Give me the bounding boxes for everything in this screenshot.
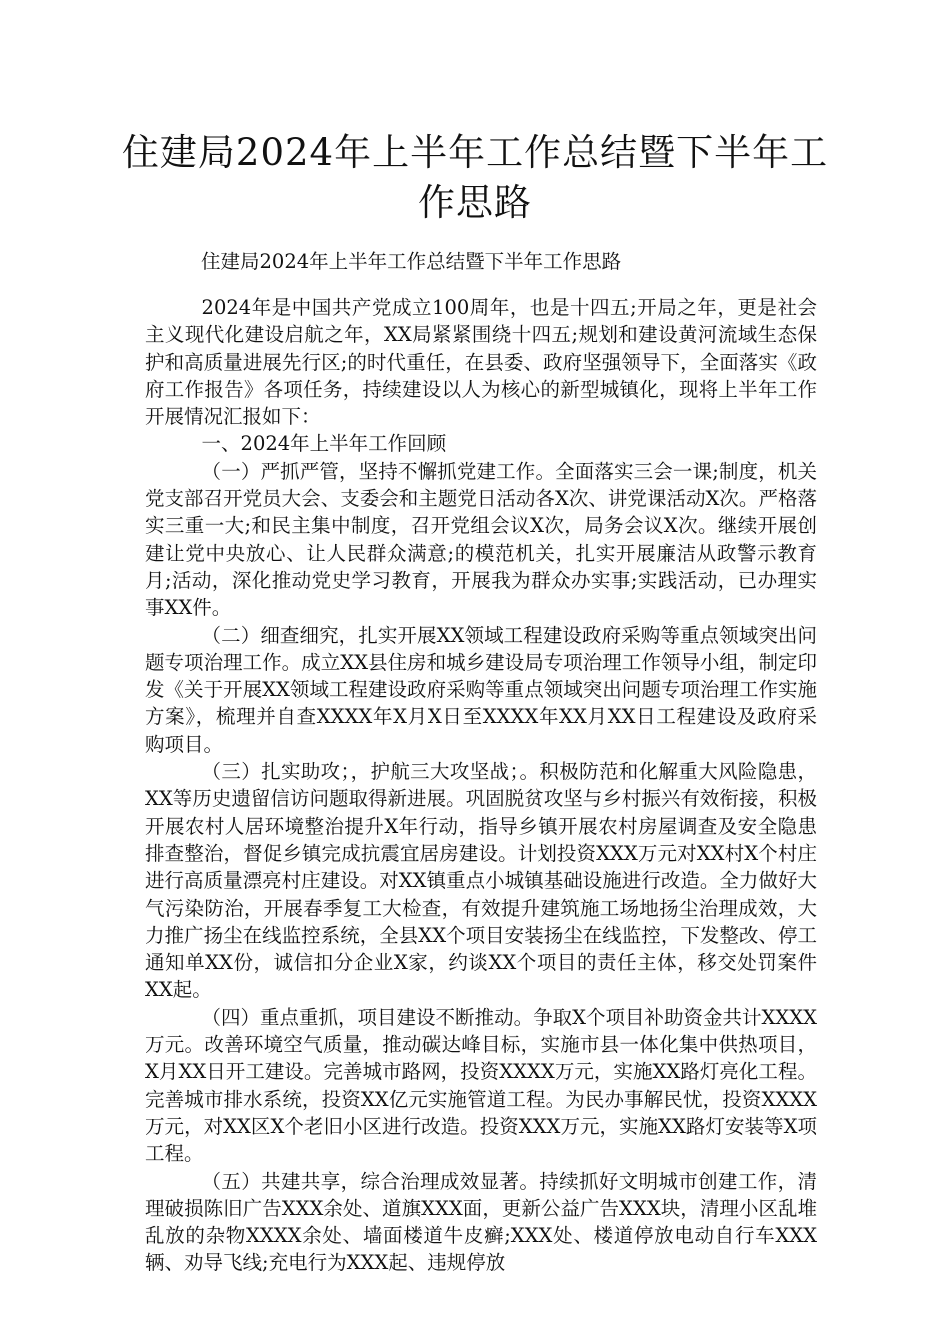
document-subtitle: 住建局2024年上半年工作总结暨下半年工作思路: [201, 250, 622, 273]
paragraph-item-1: （一）严抓严管，坚持不懈抓党建工作。全面落实三会一课;制度，机关党支部召开党员大会、支委会和主题党日活动各X次、讲党课活动X次。严格落实三重一大;和民主集中制度，召开党组会议X次，局务会议X次。继续开展创建让党中央放心、让人民群众满意;的模范机关，扎实开展廉洁从政警示教育月;活动，深化推动党史学习教育，开展我为群众办实事;实践活动，已办理实事XX件。: [145, 459, 817, 620]
paragraph-item-2: （二）细查细究，扎实开展XX领域工程建设政府采购等重点领域突出问题专项治理工作。成立XX县住房和城乡建设局专项治理工作领导小组，制定印发《关于开展XX领域工程建设政府采购等重点领域突出问题专项治理工作实施方案》，梳理并自查XXXX年X月X日至XXXX年XX月XX日工程建设及政府采购项目。: [145, 623, 817, 756]
paragraph-item-4: （四）重点重抓，项目建设不断推动。争取X个项目补助资金共计XXXX万元。改善环境空气质量，推动碳达峰目标，实施市县一体化集中供热项目，X月XX日开工建设。完善城市路网，投资XXXX万元，实施XX路灯亮化工程。完善城市排水系统，投资XX亿元实施管道工程。为民办事解民忧，投资XXXX万元，对XX区X个老旧小区进行改造。投资XXX万元，实施XX路灯安装等X项工程。: [145, 1005, 817, 1166]
paragraph-intro: 2024年是中国共产党成立100周年，也是十四五;开局之年，更是社会主义现代化建设启航之年，XX局紧紧围绕十四五;规划和建设黄河流域生态保护和高质量进展先行区;的时代重任，在县委、政府坚强领导下，全面落实《政府工作报告》各项任务，持续建设以人为核心的新型城镇化，现将上半年工作开展情况汇报如下：: [145, 296, 817, 429]
section-heading: 一、2024年上半年工作回顾: [201, 432, 447, 456]
paragraph-item-5: （五）共建共享，综合治理成效显著。持续抓好文明城市创建工作，清理破损陈旧广告XXX余处、道旗XXX面，更新公益广告XXX块，清理小区乱堆乱放的杂物XXXX余处、墙面楼道牛皮癣;XXX处、楼道停放电动自行车XXX辆、劝导飞线;充电行为XXX起、违规停放: [145, 1169, 817, 1275]
paragraph-item-3: （三）扎实助攻；，护航三大攻坚战；。积极防范和化解重大风险隐患，XX等历史遗留信访问题取得新进展。巩固脱贫攻坚与乡村振兴有效衔接，积极开展农村人居环境整治提升X年行动，指导乡镇开展农村房屋调查及安全隐患排查整治，督促乡镇完成抗震宜居房建设。计划投资XXX万元对XX村X个村庄进行高质量漂亮村庄建设。对XX镇重点小城镇基础设施进行改造。全力做好大气污染防治，开展春季复工大检查，有效提升建筑施工场地扬尘治理成效，大力推广扬尘在线监控系统，全县XX个项目安装扬尘在线监控，下发整改、停工通知单XX份，诚信扣分企业X家，约谈XX个项目的责任主体，移交处罚案件XX起。: [145, 760, 817, 1002]
document-body: [145, 294, 817, 1277]
document-title: 住建局2024年上半年工作总结暨下半年工作思路: [121, 131, 829, 224]
